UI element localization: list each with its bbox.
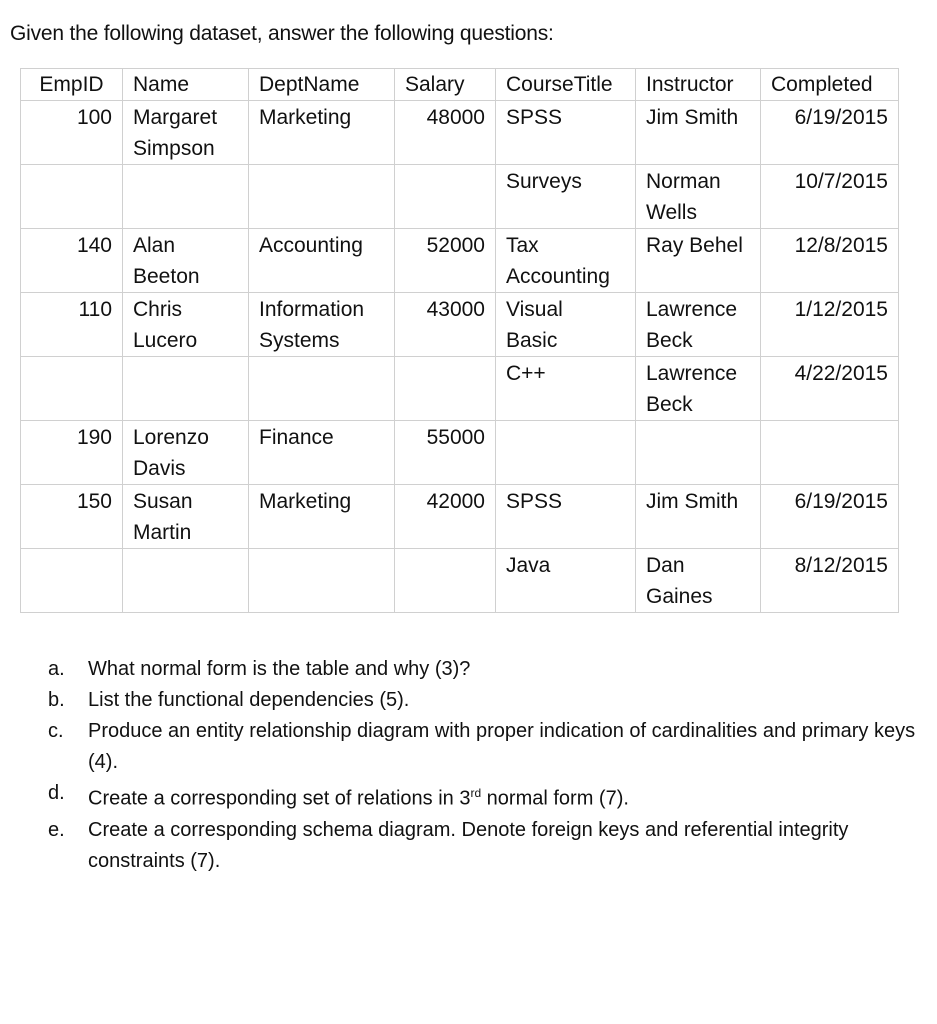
cell-empid [21,549,123,613]
cell-name [123,165,249,229]
cell-deptname [249,293,395,357]
cell-instructor [636,165,761,229]
question-d [48,778,918,815]
cell-completed: 6/19/2015 [761,485,899,549]
cell-text: Information [259,298,365,321]
cell-salary [395,357,496,421]
table-row [21,229,899,293]
cell-name [123,357,249,421]
question-marker: b. [48,689,65,711]
cell-text: Jim Smith [646,490,739,513]
cell-text: SPSS [506,106,563,129]
cell-deptname [249,485,395,549]
cell-name [123,421,249,485]
cell-completed: 10/7/2015 [761,165,899,229]
question-a [48,654,918,685]
cell-text: Beck [646,329,693,352]
cell-deptname [249,165,395,229]
question-marker: e. [48,818,65,841]
intro-text: Given the following dataset, answer the following questions: [10,22,554,45]
cell-text: Lucero [133,329,198,352]
cell-text: Beck [646,393,693,416]
cell-text: Gaines [646,585,713,608]
cell-deptname [249,421,395,485]
question-text-after: normal form (7). [481,787,629,810]
question-marker: c. [48,720,64,742]
cell-deptname [249,101,395,165]
ordinal-superscript: rd [470,786,482,800]
cell-text: Tax [506,234,539,257]
cell-salary [395,549,496,613]
cell-text: Wells [646,201,697,224]
cell-coursetitle [496,549,636,613]
question-b [48,685,918,716]
header-instructor: Instructor [636,69,761,101]
cell-instructor [636,101,761,165]
cell-completed: 1/12/2015 [761,293,899,357]
cell-completed: 4/22/2015 [761,357,899,421]
cell-text: Chris [133,298,183,321]
header-salary: Salary [395,69,496,101]
table-row [21,421,899,485]
cell-coursetitle [496,165,636,229]
cell-empid: 150 [21,485,123,549]
cell-text: Accounting [259,234,363,257]
cell-text: Systems [259,329,340,352]
cell-salary: 42000 [395,485,496,549]
cell-coursetitle [496,421,636,485]
cell-instructor [636,293,761,357]
cell-empid: 110 [21,293,123,357]
question-e [48,815,918,877]
cell-name [123,485,249,549]
cell-text: Beeton [133,265,200,288]
cell-text: Alan [133,234,176,257]
cell-empid [21,165,123,229]
cell-text: Davis [133,457,186,480]
table-row [21,101,899,165]
cell-text: C++ [506,362,546,385]
questions-list [48,654,918,877]
table-row [21,357,899,421]
question-marker: a. [48,658,65,680]
dataset-table [20,68,899,613]
cell-instructor [636,229,761,293]
cell-text: Marketing [259,490,352,513]
cell-text: SPSS [506,490,563,513]
cell-instructor [636,357,761,421]
question-text: Create a corresponding schema diagram. Denote foreign keys and referential integrity constraints (7). [88,818,849,872]
cell-name [123,549,249,613]
cell-name [123,229,249,293]
header-deptname: DeptName [249,69,395,101]
question-marker: d. [48,782,65,804]
cell-text: Marketing [259,106,352,129]
cell-text: Margaret [133,106,218,129]
header-coursetitle: CourseTitle [496,69,636,101]
cell-text: Ray Behel [646,234,743,257]
cell-coursetitle [496,357,636,421]
cell-salary [395,165,496,229]
cell-instructor [636,485,761,549]
cell-salary: 55000 [395,421,496,485]
cell-text: Susan [133,490,193,513]
cell-text: Lawrence [646,362,738,385]
cell-coursetitle [496,485,636,549]
cell-text: Accounting [506,265,610,288]
header-completed: Completed [761,69,899,101]
question-text: What normal form is the table and why (3)? [88,658,471,680]
cell-text: Dan [646,554,685,577]
cell-deptname [249,229,395,293]
question-c [48,716,918,778]
cell-text: Norman [646,170,721,193]
cell-text: Jim Smith [646,106,739,129]
cell-text: Simpson [133,137,215,160]
cell-coursetitle [496,101,636,165]
cell-empid: 100 [21,101,123,165]
cell-coursetitle [496,229,636,293]
question-text: List the functional dependencies (5). [88,689,410,711]
cell-empid: 140 [21,229,123,293]
cell-completed: 6/19/2015 [761,101,899,165]
cell-instructor [636,421,761,485]
cell-name [123,293,249,357]
cell-instructor [636,549,761,613]
cell-text: Surveys [506,170,582,193]
cell-text: Finance [259,426,334,449]
table-row [21,485,899,549]
cell-completed: 12/8/2015 [761,229,899,293]
header-empid: EmpID [21,69,123,101]
cell-text: Lawrence [646,298,738,321]
question-text: Produce an entity relationship diagram with proper indication of cardinalities and primary keys (4). [88,720,916,773]
header-name: Name [123,69,249,101]
table-header-row [21,69,899,101]
cell-name [123,101,249,165]
cell-deptname [249,357,395,421]
cell-coursetitle [496,293,636,357]
cell-deptname [249,549,395,613]
cell-completed: 8/12/2015 [761,549,899,613]
cell-completed [761,421,899,485]
cell-text: Java [506,554,551,577]
table-row [21,549,899,613]
cell-text: Visual [506,298,563,321]
cell-empid: 190 [21,421,123,485]
question-text-before: Create a corresponding set of relations in 3 [88,787,471,810]
table-row [21,165,899,229]
cell-text: Basic [506,329,558,352]
cell-text: Martin [133,521,192,544]
cell-empid [21,357,123,421]
cell-salary: 43000 [395,293,496,357]
table-row [21,293,899,357]
cell-salary: 52000 [395,229,496,293]
cell-salary: 48000 [395,101,496,165]
cell-text: Lorenzo [133,426,209,449]
